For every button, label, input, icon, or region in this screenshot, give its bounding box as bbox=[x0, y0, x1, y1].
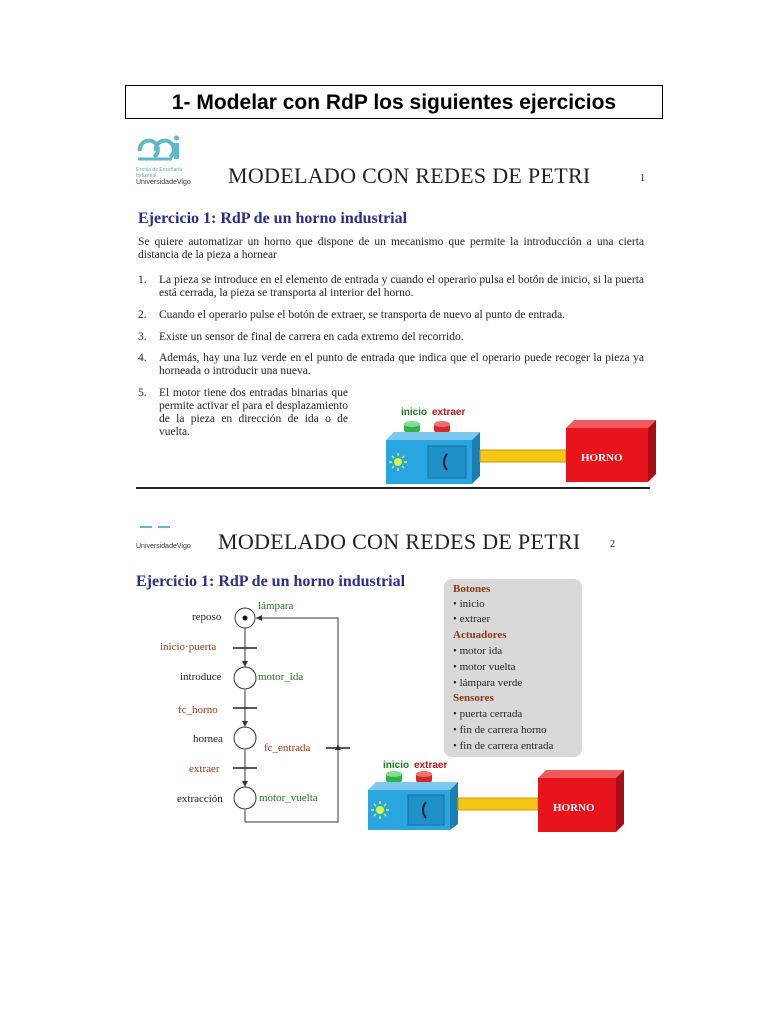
panel-item-text: extraer bbox=[459, 613, 491, 625]
panel-item-text: inicio bbox=[459, 598, 485, 610]
panel-item: • motor vuelta bbox=[453, 661, 516, 673]
list-item-text: El motor tiene dos entradas binarias que permite activar el para el desplazamiento de la pieza en dirección de ida o de vuelta. bbox=[159, 387, 348, 438]
list-item bbox=[138, 331, 644, 345]
slide-2-title: MODELADO CON REDES DE PETRI bbox=[218, 529, 581, 554]
panel-item: • motor ida bbox=[453, 645, 503, 657]
place-label-hornea: hornea bbox=[193, 733, 223, 745]
machine-start-label: inicio bbox=[401, 407, 428, 418]
panel-item: • fin de carrera horno bbox=[453, 724, 547, 736]
panel-heading-actuadores: Actuadores bbox=[453, 629, 507, 641]
panel-item: • lámpara verde bbox=[453, 677, 523, 689]
list-item bbox=[138, 274, 644, 302]
slide-1-number: 1 bbox=[640, 173, 645, 184]
panel-item: • inicio bbox=[453, 598, 485, 610]
panel-heading-botones: Botones bbox=[453, 583, 491, 595]
document-title: 1- Modelar con RdP los siguientes ejercicios bbox=[125, 85, 663, 119]
panel-item: • fin de carrera entrada bbox=[453, 740, 554, 752]
transition-label-fc-horno: fc_horno bbox=[178, 704, 218, 716]
list-item-text: La pieza se introduce en el elemento de entrada y cuando el operario pulsa el botón de inicio, si la puerta está cerrada, la pieza se transporta al interior del horno. bbox=[159, 274, 644, 299]
eei-logo-icon bbox=[136, 135, 186, 165]
extract-button-icon bbox=[416, 771, 432, 782]
oven-label-2: HORNO bbox=[553, 802, 595, 814]
panel-item-text: motor vuelta bbox=[459, 661, 516, 673]
list-item-text: Cuando el operario pulse el botón de extraer, se transporta de nuevo al punto de entrada. bbox=[159, 309, 566, 321]
list-item-number: 2. bbox=[138, 309, 147, 321]
list-item-number: 3. bbox=[138, 331, 147, 343]
machine-start-label-2: inicio bbox=[383, 760, 410, 771]
list-item-number: 4. bbox=[138, 352, 147, 364]
start-button-icon bbox=[404, 421, 420, 432]
place-label-extraccion: extracción bbox=[177, 793, 223, 805]
slide-2-exercise-title: Ejercicio 1: RdP de un horno industrial bbox=[136, 573, 406, 590]
output-label-lampara: lámpara bbox=[258, 600, 294, 612]
panel-item: • puerta cerrada bbox=[453, 708, 523, 720]
oven-machine-illustration-2 bbox=[362, 768, 632, 834]
oven-label: HORNO bbox=[581, 452, 623, 464]
machine-extract-label: extraer bbox=[432, 407, 466, 418]
slide-2 bbox=[0, 500, 768, 840]
list-item bbox=[138, 309, 644, 323]
transition-label-fc-entrada: fc_entrada bbox=[264, 742, 311, 754]
panel-item-text: fin de carrera horno bbox=[459, 724, 547, 736]
slide-2-number: 2 bbox=[610, 539, 615, 550]
panel-item-text: motor ida bbox=[459, 645, 503, 657]
start-button-icon bbox=[386, 771, 402, 782]
panel-item-text: puerta cerrada bbox=[459, 708, 523, 720]
slide-1-title: MODELADO CON REDES DE PETRI bbox=[228, 163, 591, 188]
panel-item-text: fin de carrera entrada bbox=[459, 740, 554, 752]
list-item-text: Existe un sensor de final de carrera en cada extremo del recorrido. bbox=[159, 331, 464, 343]
logo-line-1: Escola de Enxeñaría Industrial bbox=[136, 167, 183, 179]
place-label-reposo: reposo bbox=[192, 611, 222, 623]
extract-button-icon bbox=[434, 421, 450, 432]
slide-1-intro: Se quiere automatizar un horno que dispone de un mecanismo que permite la introducción a una cierta distancia de la pieza a hornear bbox=[138, 236, 644, 261]
panel-item: • extraer bbox=[453, 613, 491, 625]
list-item-text: Además, hay una luz verde en el punto de entrada que indica que el operario puede recoger la pieza ya horneada o introducir una nueva. bbox=[159, 352, 644, 377]
panel-item-text: lámpara verde bbox=[459, 677, 523, 689]
transition-label-inicio-puerta: inicio·puerta bbox=[160, 641, 217, 653]
output-label-motor-ida: motor_ida bbox=[258, 671, 304, 683]
logo-line-2: UniversidadeVigo bbox=[136, 179, 191, 186]
place-label-introduce: introduce bbox=[180, 671, 222, 683]
place-introduce bbox=[234, 667, 256, 689]
list-item bbox=[138, 352, 644, 380]
logo-line-2-slide-2: UniversidadeVigo bbox=[136, 543, 191, 550]
place-hornea bbox=[234, 727, 256, 749]
place-extraccion bbox=[234, 787, 256, 809]
slide-1-exercise-title: Ejercicio 1: RdP de un horno industrial bbox=[138, 210, 408, 227]
transition-label-extraer: extraer bbox=[189, 763, 220, 775]
slide-1-bottom-rule bbox=[136, 487, 650, 489]
panel-heading-sensores: Sensores bbox=[453, 692, 494, 704]
list-item bbox=[138, 387, 348, 443]
token bbox=[243, 616, 248, 621]
list-item-number: 5. bbox=[138, 387, 147, 399]
slide-1 bbox=[0, 0, 768, 500]
list-item-number: 1. bbox=[138, 274, 147, 286]
output-label-motor-vuelta: motor_vuelta bbox=[259, 792, 318, 804]
machine-extract-label-2: extraer bbox=[414, 760, 448, 771]
